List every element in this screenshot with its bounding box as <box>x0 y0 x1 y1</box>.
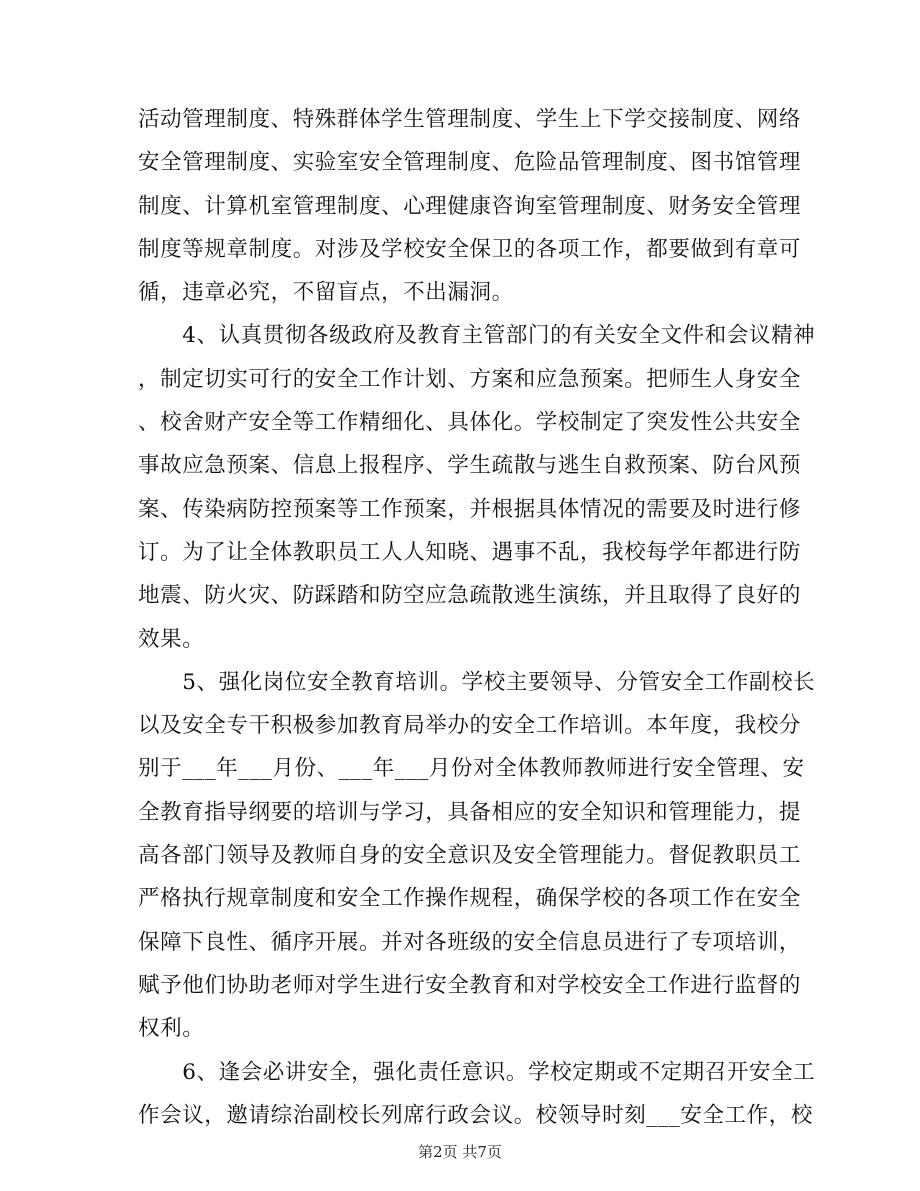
document-body <box>138 98 816 1137</box>
text-line: ，制定切实可行的安全工作计划、方案和应急预案。把师生人身安全 <box>138 366 802 392</box>
text-line: 事故应急预案、信息上报程序、学生疏散与逃生自救预案、防台风预 <box>138 453 802 479</box>
text-line: 安全管理制度、实验室安全管理制度、危险品管理制度、图书馆管理 <box>138 150 802 176</box>
text-line: 制度等规章制度。对涉及学校安全保卫的各项工作，都要做到有章可 <box>138 236 802 262</box>
text-line: 6、逢会必讲安全，强化责任意识。学校定期或不定期召开安全工 <box>138 1059 816 1085</box>
text-line: 权利。 <box>138 1016 205 1042</box>
text-line: 制度、计算机室管理制度、心理健康咨询室管理制度、财务安全管理 <box>138 193 802 219</box>
text-line: 循，违章必究，不留盲点，不出漏洞。 <box>138 280 514 306</box>
text-line: 活动管理制度、特殊群体学生管理制度、学生上下学交接制度、网络 <box>138 107 802 132</box>
text-line: 4、认真贯彻各级政府及教育主管部门的有关安全文件和会议精神 <box>138 323 816 349</box>
text-line: 严格执行规章制度和安全工作操作规程，确保学校的各项工作在安全 <box>138 886 802 912</box>
paragraph-item-4 <box>138 314 816 660</box>
text-line: 案、传染病防控预案等工作预案，并根据具体情况的需要及时进行修 <box>138 496 802 522</box>
paragraph-item-6 <box>138 1051 816 1138</box>
text-line: 、校舍财产安全等工作精细化、具体化。学校制定了突发性公共安全 <box>138 410 802 436</box>
page-number-footer: 第2页 共7页 <box>418 1143 502 1161</box>
paragraph-continuation <box>138 98 802 314</box>
paragraph-item-5 <box>138 661 816 1051</box>
text-line: 效果。 <box>138 626 205 652</box>
text-line: 赋予他们协助老师对学生进行安全教育和对学校安全工作进行监督的 <box>138 972 802 998</box>
text-line: 5、强化岗位安全教育培训。学校主要领导、分管安全工作副校长 <box>138 669 816 695</box>
text-line: 地震、防火灾、防踩踏和防空应急疏散逃生演练，并且取得了良好的 <box>138 583 802 609</box>
text-line: 全教育指导纲要的培训与学习，具备相应的安全知识和管理能力，提 <box>138 799 802 825</box>
text-line: 以及安全专干积极参加教育局举办的安全工作培训。本年度，我校分 <box>138 713 802 739</box>
text-line: 别于___年___月份、___年___月份对全体教师教师进行安全管理、安 <box>138 756 805 782</box>
text-line: 订。为了让全体教职员工人人知晓、遇事不乱，我校每学年都进行防 <box>138 539 802 565</box>
text-line: 高各部门领导及教师自身的安全意识及安全管理能力。督促教职员工 <box>138 843 802 869</box>
text-line: 保障下良性、循序开展。并对各班级的安全信息员进行了专项培训， <box>138 929 802 955</box>
text-line: 作会议，邀请综治副校长列席行政会议。校领导时刻___安全工作，校 <box>138 1102 813 1128</box>
